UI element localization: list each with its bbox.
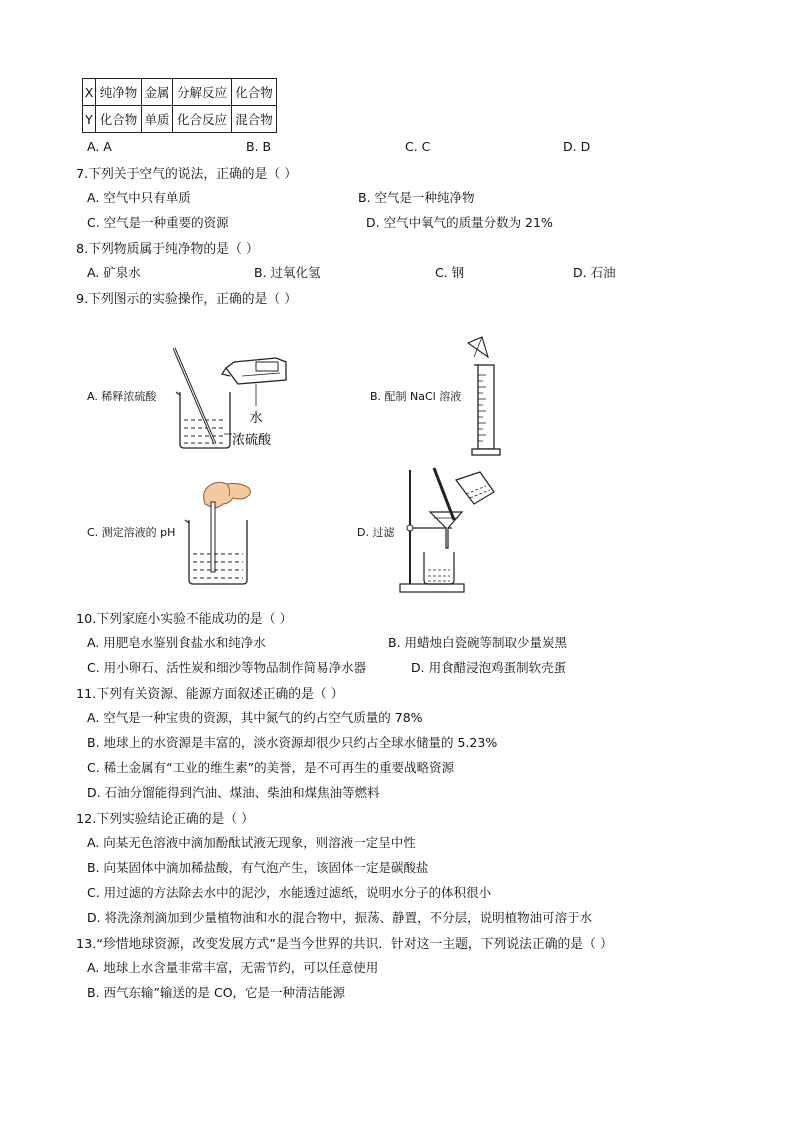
- q8-option-a[interactable]: A. 矿泉水: [87, 265, 141, 280]
- q9-stem: 9.下列图示的实验操作，正确的是（ ）: [76, 292, 298, 307]
- q13-stem: 13.“珍惜地球资源，改变发展方式”是当今世界的共识．针对这一主题，下列说法正确的是（ ）: [76, 937, 613, 952]
- table-cell: 单质: [142, 106, 173, 133]
- q10-option-a[interactable]: A. 用肥皂水鉴别食盐水和纯净水: [87, 635, 266, 650]
- q8-option-d[interactable]: D. 石油: [573, 265, 616, 280]
- table-cell: 化合物: [232, 79, 277, 106]
- q9-option-b[interactable]: B. 配制 NaCl 溶液: [370, 390, 462, 403]
- q10-option-b[interactable]: B. 用蜡烛白瓷碗等制取少量炭黑: [388, 635, 568, 650]
- figure-a-dilute-acid: [168, 340, 298, 455]
- q13-option-a[interactable]: A. 地球上水含量非常丰富，无需节约，可以任意使用: [87, 960, 379, 975]
- q10-option-d[interactable]: D. 用食醋浸泡鸡蛋制软壳蛋: [411, 660, 567, 675]
- q6-option-c[interactable]: C. C: [405, 139, 431, 154]
- q12-option-a[interactable]: A. 向某无色溶液中滴加酚酞试液无现象，则溶液一定呈中性: [87, 835, 416, 850]
- q6-option-b[interactable]: B. B: [246, 139, 272, 154]
- q9-option-d[interactable]: D. 过滤: [357, 526, 395, 539]
- q7-option-a[interactable]: A. 空气中只有单质: [87, 190, 191, 205]
- table-cell: 纯净物: [96, 79, 142, 106]
- q13-option-b[interactable]: B. 西气东输”输送的是 CO，它是一种清洁能源: [87, 985, 346, 1000]
- q11-option-a[interactable]: A. 空气是一种宝贵的资源，其中氮气的约占空气质量的 78%: [87, 710, 423, 725]
- q7-option-b[interactable]: B. 空气是一种纯净物: [358, 190, 475, 205]
- q9-option-c[interactable]: C. 测定溶液的 pH: [87, 526, 176, 539]
- q11-option-d[interactable]: D. 石油分馏能得到汽油、煤油、柴油和煤焦油等燃料: [87, 785, 380, 800]
- q8-stem: 8.下列物质属于纯净物的是（ ）: [76, 242, 259, 257]
- label-water: 水: [249, 411, 263, 426]
- q7-option-d[interactable]: D. 空气中氧气的质量分数为 21%: [366, 215, 553, 230]
- q10-option-c[interactable]: C. 用小卵石、活性炭和细沙等物品制作简易净水器: [87, 660, 367, 675]
- label-acid: 浓硫酸: [232, 433, 272, 448]
- q12-stem: 12.下列实验结论正确的是（ ）: [76, 812, 254, 827]
- table-cell: 化合反应: [173, 106, 232, 133]
- q11-option-b[interactable]: B. 地球上的水资源是丰富的，淡水资源却很少只约占全球水储量的 5.23%: [87, 735, 498, 750]
- table-row: [83, 79, 277, 106]
- q11-option-c[interactable]: C. 稀土金属有“工业的维生素”的美誉，是不可再生的重要战略资源: [87, 760, 455, 775]
- table-cell: 混合物: [232, 106, 277, 133]
- table-cell: 金属: [142, 79, 173, 106]
- figure-c-ph-test: [183, 478, 263, 588]
- q12-option-d[interactable]: D. 将洗涤剂滴加到少量植物油和水的混合物中，振荡、静置，不分层，说明植物油可溶于水: [87, 910, 593, 925]
- q6-option-d[interactable]: D. D: [563, 139, 591, 154]
- q11-stem: 11.下列有关资源、能源方面叙述正确的是（ ）: [76, 687, 344, 702]
- q9-option-a[interactable]: A. 稀释浓硫酸: [87, 390, 157, 403]
- table-cell: 化合物: [96, 106, 142, 133]
- xy-table: [82, 78, 277, 133]
- figure-d-filtration: [396, 466, 502, 598]
- table-cell: X: [83, 79, 96, 106]
- table-row: [83, 106, 277, 133]
- q10-stem: 10.下列家庭小实验不能成功的是（ ）: [76, 612, 293, 627]
- q8-option-b[interactable]: B. 过氧化氢: [254, 265, 321, 280]
- q12-option-b[interactable]: B. 向某固体中滴加稀盐酸，有气泡产生，该固体一定是碳酸盐: [87, 860, 429, 875]
- q7-option-c[interactable]: C. 空气是一种重要的资源: [87, 215, 229, 230]
- q7-stem: 7.下列关于空气的说法，正确的是（ ）: [76, 167, 298, 182]
- figure-b-cylinder: [462, 335, 512, 460]
- q8-option-c[interactable]: C. 钢: [435, 265, 465, 280]
- q6-option-a[interactable]: A. A: [87, 139, 112, 154]
- table-cell: 分解反应: [173, 79, 232, 106]
- q12-option-c[interactable]: C. 用过滤的方法除去水中的泥沙，水能透过滤纸，说明水分子的体积很小: [87, 885, 492, 900]
- table-cell: Y: [83, 106, 96, 133]
